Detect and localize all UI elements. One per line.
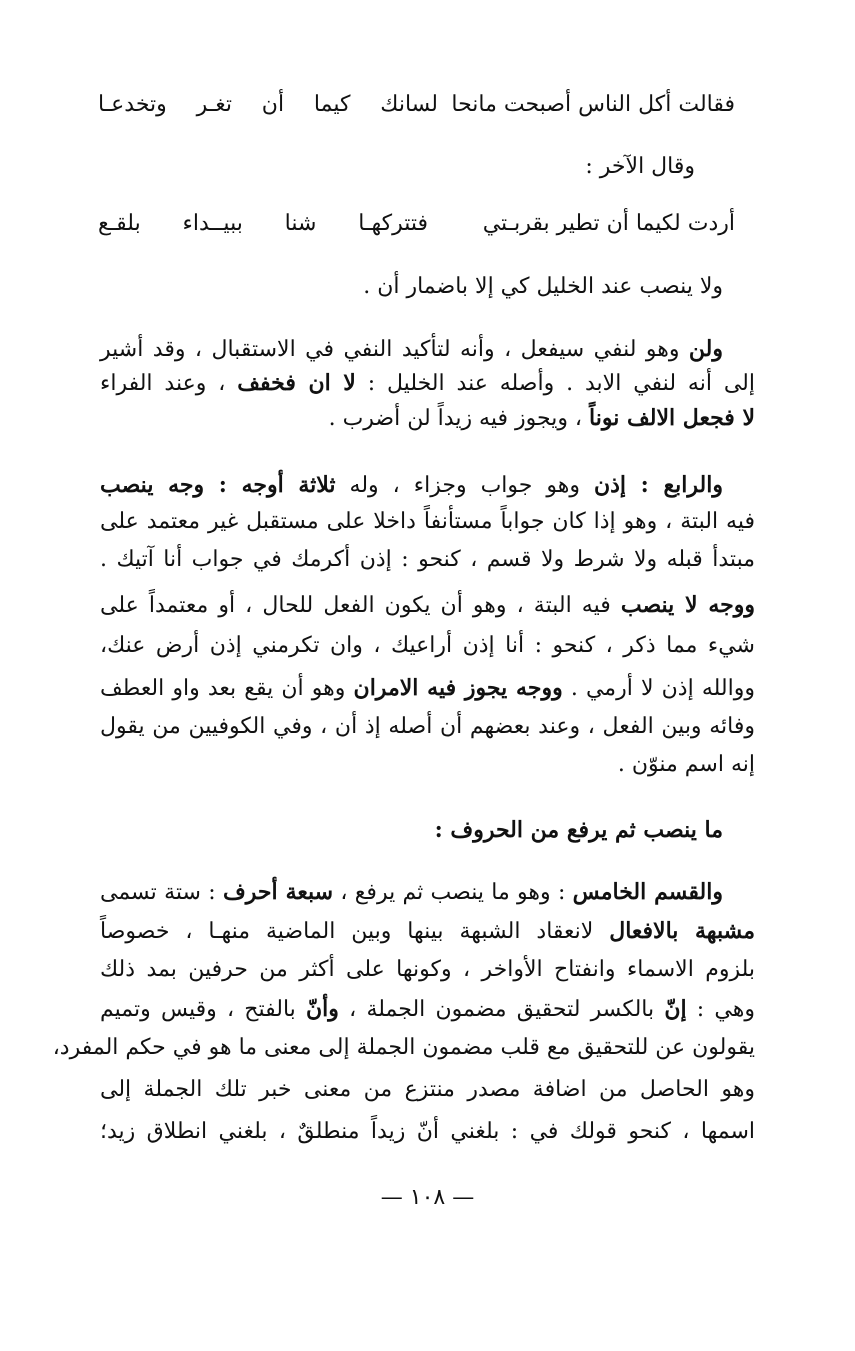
fifth-line-3: بلزوم الاسماء وانفتاح الأواخر ، وكونها على أكثر من حرفين بمد ذلك — [100, 957, 755, 982]
idhan-line-4-text: فيه البتة ، وهو أن يكون الفعل للحال ، أو معتمداً على — [100, 593, 621, 618]
fifth-line-2 — [100, 916, 755, 947]
fifth-line-1-mid: : وهو ما ينصب ثم يرفع ، — [333, 880, 573, 905]
idhan-term: والرابع : إذن — [593, 472, 723, 498]
fifth-line-4-a: وهي : — [686, 997, 755, 1022]
verse2-first-hemistich: أردت لكيما أن تطير بقربـتي — [482, 211, 735, 236]
fifth-line-1-rest: : ستة تسمى — [100, 880, 223, 905]
idhan-line-8: إنه اسم منوّن . — [617, 752, 755, 777]
page-number: — ١٠٨ — — [380, 1185, 475, 1210]
idhan-line-1 — [100, 470, 723, 501]
idhan-line-2: فيه البتة ، وهو إذا كان جواباً مستأنفاً داخلا على مستقبل غير معتمد على — [100, 509, 755, 534]
lan-line-2 — [100, 368, 755, 399]
lan-term: ولن — [688, 336, 723, 362]
lan-line-3-text: ، ويجوز فيه زيداً لن أضرب . — [328, 406, 590, 431]
lan-line-1 — [100, 334, 723, 365]
idhan-line-1-mid: وهو جواب وجزاء ، وله — [335, 473, 594, 498]
khalil-note: ولا ينصب عند الخليل كي إلا باضمار أن . — [363, 274, 723, 299]
idhan-line-5: شيء مما ذكر ، كنحو : أنا إذن أراعيك ، وان تكرمني إذن أرض عنك، — [100, 633, 755, 658]
verse2-second-hemistich: فتتركهـا شنا ببيــداء بلقـع — [98, 211, 428, 236]
resembling-verbs: مشبهة بالافعال — [609, 918, 755, 944]
poet-intro: وقال الآخر : — [585, 154, 695, 179]
fifth-line-5: يقولون عن للتحقيق مع قلب مضمون الجملة إلى معنى ما هو في حكم المفرد، — [52, 1035, 755, 1060]
anna-fath: وأنّ — [306, 996, 339, 1022]
fifth-line-2-rest: لانعقاد الشبهة بينها وبين الماضية منهـا ، خصوصاً — [100, 919, 610, 944]
idhan-line-6-a: ووالله إذن لا أرمي . — [562, 676, 755, 701]
verse1-first-hemistich: فقالت أكل الناس أصبحت مانحا — [451, 92, 735, 117]
lan-line-3 — [100, 403, 755, 434]
fifth-line-6: وهو الحاصل من اضافة مصدر منتزع من معنى خبر تلك الجملة إلى — [100, 1077, 755, 1102]
lan-line-1-text: وهو لنفي سيفعل ، وأنه لتأكيد النفي في الاستقبال ، وقد أشير — [100, 337, 689, 362]
idhan-line-7: وفائه وبين الفعل ، وعند بعضهم أن أصله إذ أن ، وفي الكوفيين من يقول — [100, 714, 755, 739]
idhan-no-nasb: ووجه لا ينصب — [620, 592, 755, 618]
lan-line-2-a: إلى أنه لنفي الابد . وأصله عند الخليل : — [355, 371, 755, 396]
lan-line-2-b: ، وعند الفراء — [100, 371, 238, 396]
section-heading: ما ينصب ثم يرفع من الحروف : — [434, 817, 723, 843]
verse1-second-hemistich: لسانك كيما أن تغـر وتخدعـا — [98, 92, 438, 117]
idhan-line-6 — [100, 673, 755, 704]
seven-letters: سبعة أحرف — [222, 879, 334, 905]
idhan-line-6-b: وهو أن يقع بعد واو العطف — [100, 676, 354, 701]
lan-origin-khalil: لا ان فخفف — [237, 370, 356, 396]
fifth-section-term: والقسم الخامس — [572, 879, 723, 905]
idhan-three-aspects: ثلاثة أوجه : وجه ينصب — [100, 472, 336, 498]
inna-kasr: إنّ — [664, 996, 687, 1022]
idhan-line-3: مبتدأ قبله ولا شرط ولا قسم ، كنحو : إذن أكرمك في جواب أنا آتيك . — [100, 547, 755, 572]
fifth-line-1 — [100, 877, 723, 908]
fifth-line-7: اسمها ، كنحو قولك في : بلغني أنّ زيداً منطلقٌ ، بلغني انطلاق زيد؛ — [100, 1119, 755, 1144]
fifth-line-4-b: بالكسر لتحقيق مضمون الجملة ، — [338, 997, 665, 1022]
fifth-line-4 — [100, 994, 755, 1025]
idhan-both-allowed: ووجه يجوز فيه الامران — [353, 675, 563, 701]
idhan-line-4 — [100, 590, 755, 621]
fifth-line-4-c: بالفتح ، وقيس وتميم — [100, 997, 307, 1022]
lan-origin-farra: لا فجعل الالف نوناً — [589, 405, 755, 431]
